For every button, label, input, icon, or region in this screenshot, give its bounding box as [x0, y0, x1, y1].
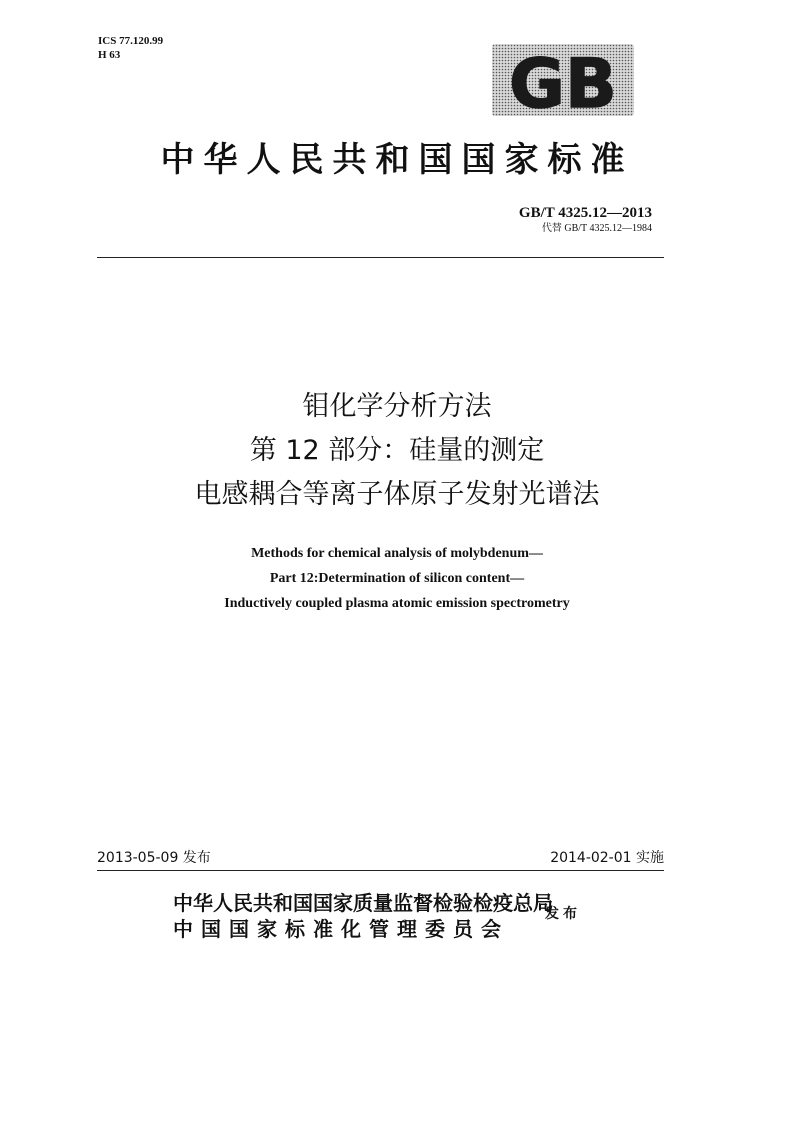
english-title-line: Part 12:Determination of silicon content— — [269, 571, 525, 586]
classification-codes — [98, 34, 163, 62]
english-title-line: Methods for chemical analysis of molybdenum— — [251, 546, 543, 561]
english-title-line: Inductively coupled plasma atomic emission spectrometry — [224, 596, 570, 611]
issuer-sac: 中国国家标准化管理委员会 — [173, 917, 509, 941]
gb-logo-text: GB — [509, 45, 617, 116]
publish-label: 发布 — [545, 906, 581, 922]
bottom-divider — [97, 870, 664, 871]
issuer-aqsiq: 中华人民共和国国家质量监督检验检疫总局 — [173, 891, 553, 915]
chinese-title-line: 钼化学分析方法 — [302, 391, 492, 422]
national-standard-title: 中华人民共和国国家标准 — [160, 140, 634, 180]
ccs-code: H 63 — [98, 49, 121, 61]
replaced-standard: 代替 GB/T 4325.12—1984 — [541, 223, 652, 234]
english-title — [0, 541, 794, 616]
ics-code: ICS 77.120.99 — [98, 35, 164, 47]
chinese-title-line: 电感耦合等离子体原子发射光谱法 — [194, 479, 600, 510]
chinese-title-line: 第 12 部分：硅量的测定 — [249, 435, 545, 466]
gb-logo — [492, 44, 634, 116]
standard-number: GB/T 4325.12—2013 — [518, 205, 652, 221]
issue-date: 2013-05-09 发布 — [97, 850, 211, 866]
chinese-title — [0, 385, 794, 517]
standard-number-block — [519, 204, 652, 236]
issuing-authorities — [173, 890, 553, 942]
implementation-date: 2014-02-01 实施 — [550, 850, 664, 866]
top-divider — [97, 257, 664, 258]
